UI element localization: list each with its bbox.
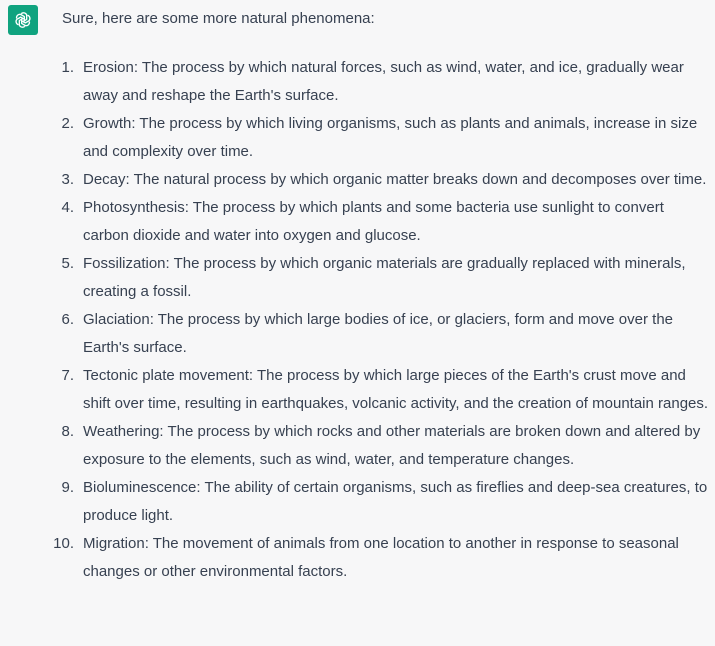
assistant-avatar bbox=[8, 5, 38, 35]
list-item bbox=[62, 418, 712, 474]
list-text: Glaciation: The process by which large bodies of ice, or glaciers, form and move over the Earth's surface. bbox=[83, 311, 674, 356]
list-item bbox=[62, 54, 712, 110]
list-item bbox=[62, 110, 712, 166]
phenomena-list bbox=[53, 54, 712, 586]
list-number: 6. bbox=[61, 311, 74, 328]
list-item bbox=[62, 166, 712, 194]
list-number: 3. bbox=[61, 171, 74, 188]
list-item bbox=[62, 474, 712, 530]
list-number: 7. bbox=[61, 367, 74, 384]
list-number: 8. bbox=[61, 423, 74, 440]
list-number: 5. bbox=[61, 255, 74, 272]
list-text: Fossilization: The process by which organic materials are gradually replaced with minerals, creating a fossil. bbox=[83, 255, 686, 300]
list-text: Decay: The natural process by which organic matter breaks down and decomposes over time. bbox=[83, 171, 707, 188]
list-item bbox=[53, 530, 712, 586]
list-text: Weathering: The process by which rocks and other materials are broken down and altered by exposure to the elements, such as wind, water, and temperature changes. bbox=[83, 423, 701, 468]
list-text: Migration: The movement of animals from one location to another in response to seasonal changes or other environmental factors. bbox=[83, 535, 679, 580]
list-text: Photosynthesis: The process by which plants and some bacteria use sunlight to convert carbon dioxide and water into oxygen and glucose. bbox=[83, 199, 664, 244]
list-number: 1. bbox=[61, 59, 74, 76]
list-item bbox=[62, 362, 712, 418]
list-text: Tectonic plate movement: The process by which large pieces of the Earth's crust move and shift over time, resulting in earthquakes, volcanic activity, and the creation of mountain ranges. bbox=[83, 367, 709, 412]
list-number: 4. bbox=[61, 199, 74, 216]
list-number: 10. bbox=[53, 535, 74, 552]
list-text: Bioluminescence: The ability of certain organisms, such as fireflies and deep-sea creatures, to produce light. bbox=[83, 479, 708, 524]
list-item bbox=[62, 306, 712, 362]
list-item bbox=[62, 194, 712, 250]
list-text: Erosion: The process by which natural forces, such as wind, water, and ice, gradually wear away and reshape the Earth's surface. bbox=[83, 59, 684, 104]
message-content bbox=[53, 0, 712, 580]
list-number: 2. bbox=[61, 115, 74, 132]
message-intro: Sure, here are some more natural phenomena: bbox=[62, 10, 375, 27]
list-number: 9. bbox=[61, 479, 74, 496]
openai-logo-icon bbox=[13, 10, 33, 30]
list-text: Growth: The process by which living organisms, such as plants and animals, increase in size and complexity over time. bbox=[83, 115, 698, 160]
list-item bbox=[62, 250, 712, 306]
